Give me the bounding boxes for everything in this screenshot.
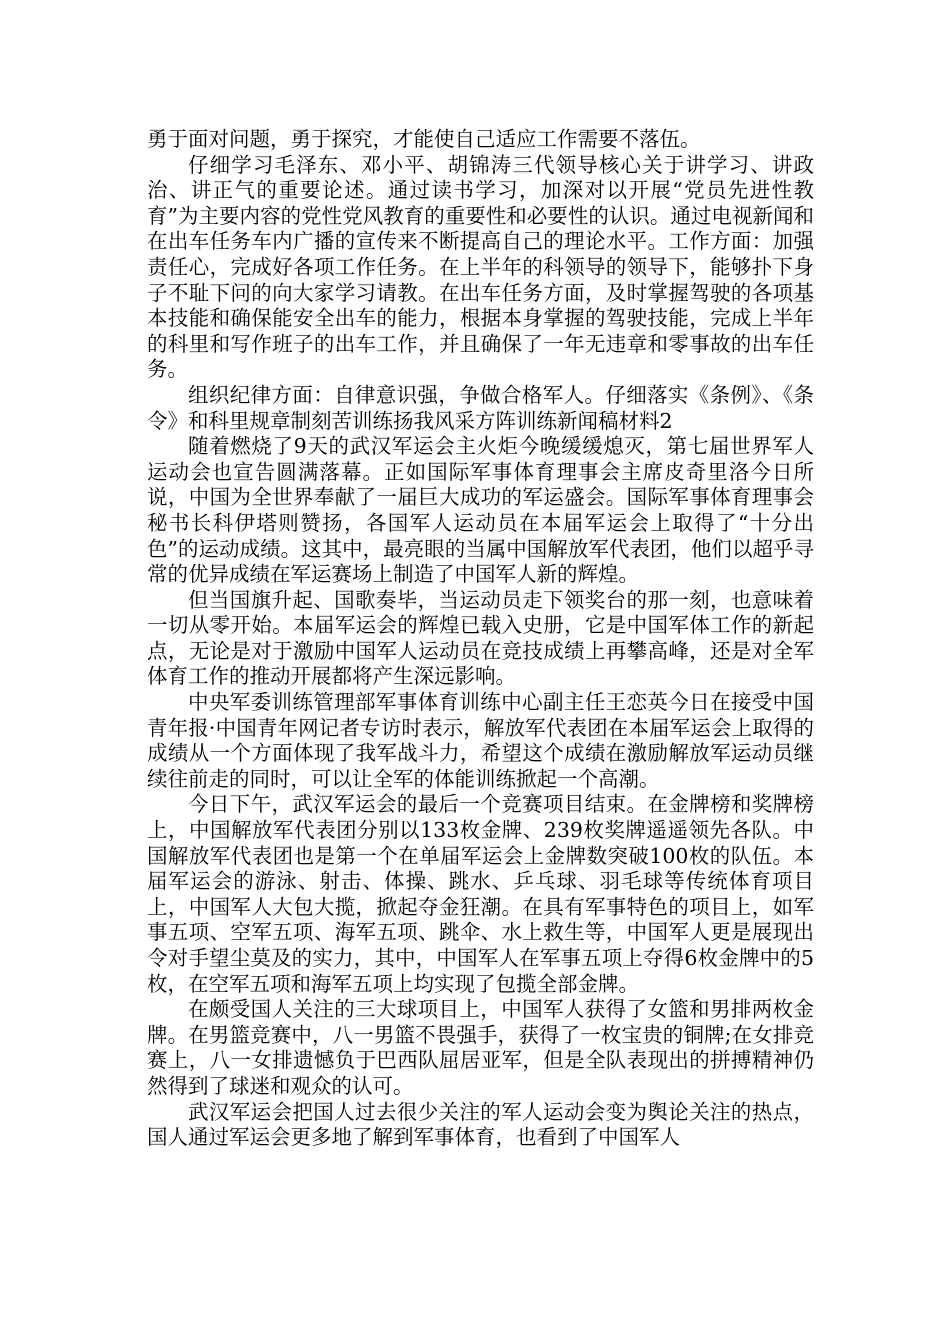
paragraph-5: 但当国旗升起、国歌奏毕，当运动员走下领奖台的那一刻，也意味着一切从零开始。本届军运会的辉煌已载入史册，它是中国军体工作的新起点，无论是对于激励中国军人运动员在竞技成绩上再攀高峰，还是对全军体育工作的推动开展都将产生深远影响。 [147, 587, 814, 689]
document-body [147, 127, 814, 1151]
paragraph-2: 仔细学习毛泽东、邓小平、胡锦涛三代领导核心关于讲学习、讲政治、讲正气的重要论述。通过读书学习，加深对以开展“党员先进性教育”为主要内容的党性党风教育的重要性和必要性的认识。通过电视新闻和在出车任务车内广播的宣传来不断提高自己的理论水平。工作方面：加强责任心，完成好各项工作任务。在上半年的科领导的领导下，能够扑下身子不耻下问的向大家学习请教。在出车任务方面，及时掌握驾驶的各项基本技能和确保能安全出车的能力，根据本身掌握的驾驶技能，完成上半年的科里和写作班子的出车工作，并且确保了一年无违章和零事故的出车任务。 [147, 152, 814, 382]
paragraph-4: 随着燃烧了9天的武汉军运会主火炬今晚缓缓熄灭，第七届世界军人运动会也宣告圆满落幕。正如国际军事体育理事会主席皮奇里洛今日所说，中国为全世界奉献了一届巨大成功的军运盛会。国际军事体育理事会秘书长科伊塔则赞扬，各国军人运动员在本届军运会上取得了“十分出色”的运动成绩。这其中，最亮眼的当属中国解放军代表团，他们以超乎寻常的优异成绩在军运赛场上制造了中国军人新的辉煌。 [147, 434, 814, 587]
paragraph-3: 组织纪律方面：自律意识强，争做合格军人。仔细落实《条例》、《条令》和科里规章制刻苦训练扬我风采方阵训练新闻稿材料2 [147, 382, 814, 433]
paragraph-9: 武汉军运会把国人过去很少关注的军人运动会变为舆论关注的热点，国人通过军运会更多地了解到军事体育，也看到了中国军人 [147, 1099, 814, 1150]
paragraph-8: 在颇受国人关注的三大球项目上，中国军人获得了女篮和男排两枚金牌。在男篮竞赛中，八一男篮不畏强手，获得了一枚宝贵的铜牌;在女排竞赛上，八一女排遗憾负于巴西队屈居亚军，但是全队表现出的拼搏精神仍然得到了球迷和观众的认可。 [147, 997, 814, 1098]
paragraph-1: 勇于面对问题，勇于探究，才能使自己适应工作需要不落伍。 [147, 127, 701, 151]
paragraph-7: 今日下午，武汉军运会的最后一个竞赛项目结束。在金牌榜和奖牌榜上，中国解放军代表团分别以133枚金牌、239枚奖牌遥遥领先各队。中国解放军代表团也是第一个在单届军运会上金牌数突破100枚的队伍。本届军运会的游泳、射击、体操、跳水、乒乓球、羽毛球等传统体育项目上，中国军人大包大揽，掀起夺金狂潮。在具有军事特色的项目上，如军事五项、空军五项、海军五项、跳伞、水上救生等，中国军人更是展现出令对手望尘莫及的实力，其中，中国军人在军事五项上夺得6枚金牌中的5枚，在空军五项和海军五项上均实现了包揽全部金牌。 [147, 792, 814, 996]
paragraph-6: 中央军委训练管理部军事体育训练中心副主任王恋英今日在接受中国青年报·中国青年网记者专访时表示，解放军代表团在本届军运会上取得的成绩从一个方面体现了我军战斗力，希望这个成绩在激励解放军运动员继续往前走的同时，可以让全军的体能训练掀起一个高潮。 [147, 690, 814, 791]
